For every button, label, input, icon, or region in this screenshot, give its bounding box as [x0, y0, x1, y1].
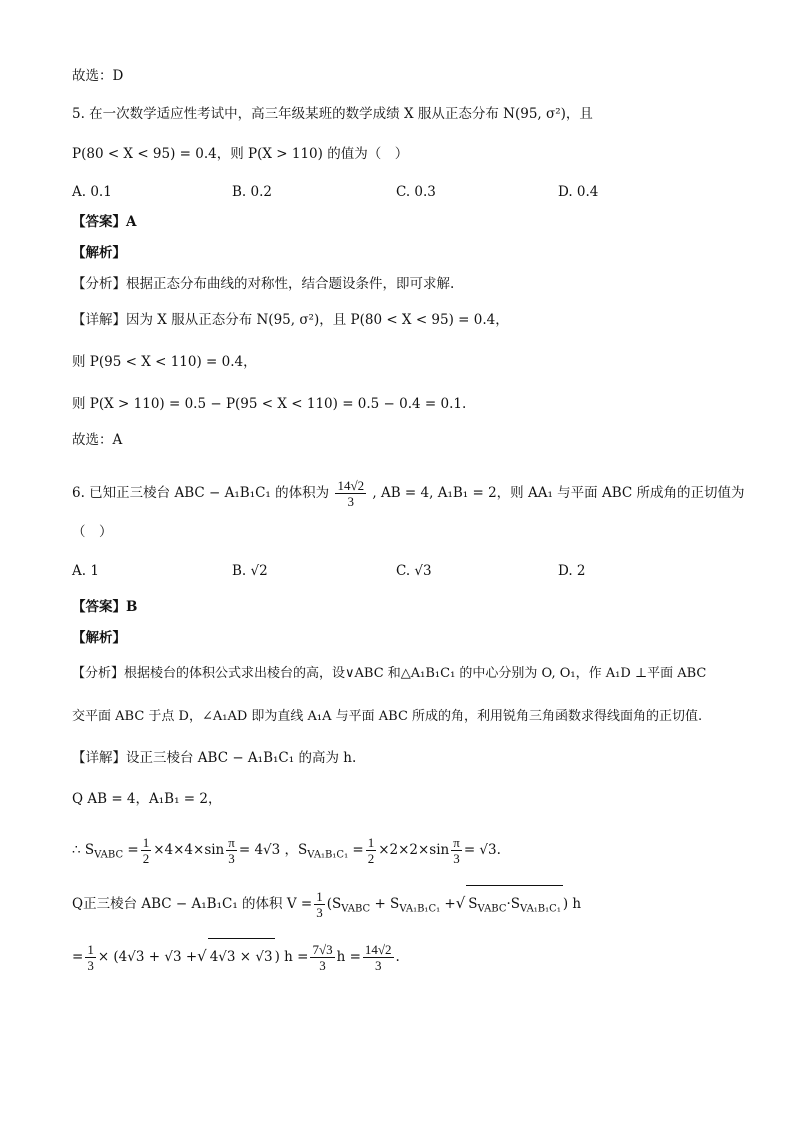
q6-volume-s1: (S	[326, 896, 342, 912]
q6-volume-end: ) h	[562, 896, 582, 912]
q6-volume-s1-sub: VABC	[341, 903, 371, 915]
sqrt-icon: √	[197, 947, 207, 965]
q6-option-d: D. 2	[558, 563, 586, 579]
q6-volume-line	[72, 885, 581, 928]
q6-volume-sqrt-s2-sub: VA₁B₁C₁	[520, 903, 561, 915]
frac-den: 3	[228, 851, 235, 866]
frac-num: π	[453, 835, 460, 850]
frac-num: π	[228, 835, 235, 850]
q6-volume-sqrt-s1: S	[468, 896, 478, 912]
q6-volume-numerator: 14√2	[337, 478, 365, 493]
q6-final-body: × (4√3 + √3 +	[97, 949, 198, 965]
q6-final-eq: =	[72, 949, 84, 965]
q6-final-sqrt: 4√3 × √3	[208, 938, 275, 975]
q6-analysis-1: 【分析】根据棱台的体积公式求出棱台的高，设∨ABC 和△A₁B₁C₁ 的中心分别为 O, O₁，作 A₁D ⊥平面 ABC	[72, 666, 707, 681]
choose-d: 故选：D	[72, 68, 124, 84]
q5-detail: 【详解】因为 X 服从正态分布 N(95, σ²)，且 P(80 < X < 95) = 0.4，	[72, 312, 509, 328]
frac-den: 3	[87, 958, 94, 973]
q6-answer: 【答案】B	[72, 599, 138, 615]
q6-frac-third-2	[85, 942, 96, 973]
q6-volume-denominator: 3	[347, 494, 354, 509]
q6-area-s1-sub: VABC	[94, 849, 124, 861]
q6-volume-s2: + S	[374, 896, 400, 912]
q6-volume-sqrt	[466, 885, 563, 928]
q6-frac-half-2	[366, 835, 377, 866]
frac-num: 1	[316, 889, 323, 904]
q6-stem-part2: , AB = 4, A₁B₁ = 2，则 AA₁ 与平面 ABC 所成角的正切值为	[372, 485, 745, 501]
q6-area-s2: ，S	[284, 842, 308, 858]
q6-volume-fraction	[335, 478, 366, 509]
q6-option-c: C. √3	[396, 563, 432, 579]
frac-den: 2	[142, 851, 150, 866]
q6-area-s1-mid: ×4×4×sin	[153, 842, 225, 858]
q6-area-s2-sub: VA₁B₁C₁	[307, 849, 349, 861]
q5-stem-line1: 5. 在一次数学适应性考试中，高三年级某班的数学成绩 X 服从正态分布 N(95, σ²)，且	[72, 106, 593, 122]
q6-area-s1-result: = 4√3	[238, 842, 281, 858]
frac-den: 3	[453, 851, 460, 866]
frac-den: 3	[316, 905, 323, 920]
q6-option-b: B. √2	[232, 563, 268, 579]
frac-den: 3	[319, 958, 326, 973]
q6-volume-plus: +	[444, 896, 456, 912]
q6-final-mid: ) h =	[274, 949, 309, 965]
q6-option-a: A. 1	[72, 563, 99, 579]
q6-analysis-2: 交平面 ABC 于点 D，∠A₁AD 即为直线 A₁A 与平面 ABC 所成的角，利用锐角三角函数求得线面角的正切值.	[72, 709, 703, 724]
q6-final-mid2: h =	[336, 949, 361, 965]
frac-num: 7√3	[312, 942, 333, 957]
choose-a: 故选：A	[72, 432, 123, 448]
q6-given: Q AB = 4，A₁B₁ = 2，	[72, 791, 222, 807]
q5-analysis: 【分析】根据正态分布曲线的对称性，结合题设条件，即可求解.	[72, 276, 455, 292]
q6-area-s1: ∴ S	[72, 842, 95, 858]
q6-volume-sqrt-s2: ·S	[506, 896, 521, 912]
frac-den: 2	[367, 851, 375, 866]
q6-frac-third-1	[314, 889, 325, 920]
q6-stem-part1: 6. 已知正三棱台 ABC − A₁B₁C₁ 的体积为	[72, 485, 330, 501]
q5-answer: 【答案】A	[72, 214, 137, 230]
q6-frac-pi3-1	[226, 835, 237, 866]
q5-option-b: B. 0.2	[232, 184, 272, 200]
q6-volume-pre: Q正三棱台 ABC − A₁B₁C₁ 的体积 V =	[72, 896, 313, 912]
frac-num: 1	[142, 835, 150, 850]
q6-area-line: ∴ $S_{VABC}$ = $\frac{1}{2}$ ×4×4×sin $\frac{\pi}{3}$ = 4√3 ，$S_{VA_1B_1C_1}$ = $\frac{1}{2}$ ×2×2×sin $\frac{\pi}{3}$ = √3.	[72, 835, 501, 866]
frac-num: 1	[367, 835, 375, 850]
q6-area-s2-mid: ×2×2×sin	[378, 842, 450, 858]
q5-option-d: D. 0.4	[558, 184, 599, 200]
q6-stem-line2: （ ）	[72, 524, 113, 540]
frac-num: 14√2	[364, 942, 392, 957]
q6-frac-half-1	[141, 835, 152, 866]
q5-option-a: A. 0.1	[72, 184, 112, 200]
q5-stem-line2: P(80 < X < 95) = 0.4，则 P(X > 110) 的值为（ ）	[72, 146, 409, 162]
q6-area-s2-result: = √3.	[463, 842, 501, 858]
q6-volume-sqrt-s1-sub: VABC	[477, 903, 507, 915]
q6-volume-s2-sub: VA₁B₁C₁	[399, 903, 441, 915]
q6-stem-line1	[72, 478, 745, 509]
q5-option-c: C. 0.3	[396, 184, 436, 200]
frac-num: 1	[87, 942, 94, 957]
q6-final-line: = $\frac{1}{3}$ × (4√3 + √3 +√ 4√3 × √3 ) h = $\frac{7√3}{3}$ h = $\frac{14√2}{3}$ .	[72, 938, 400, 975]
q5-then-1: 则 P(95 < X < 110) = 0.4，	[72, 354, 257, 370]
sqrt-icon: √	[455, 894, 466, 912]
q6-frac-14sqrt2	[363, 942, 394, 973]
q6-detail: 【详解】设正三棱台 ABC − A₁B₁C₁ 的高为 h.	[72, 750, 357, 766]
q6-jiexi: 【解析】	[72, 630, 126, 646]
q6-frac-7sqrt3	[310, 942, 334, 973]
frac-den: 3	[374, 958, 382, 973]
q6-frac-pi3-2	[451, 835, 462, 866]
q5-jiexi: 【解析】	[72, 245, 126, 261]
q5-then-2: 则 P(X > 110) = 0.5 − P(95 < X < 110) = 0.5 − 0.4 = 0.1.	[72, 396, 467, 412]
